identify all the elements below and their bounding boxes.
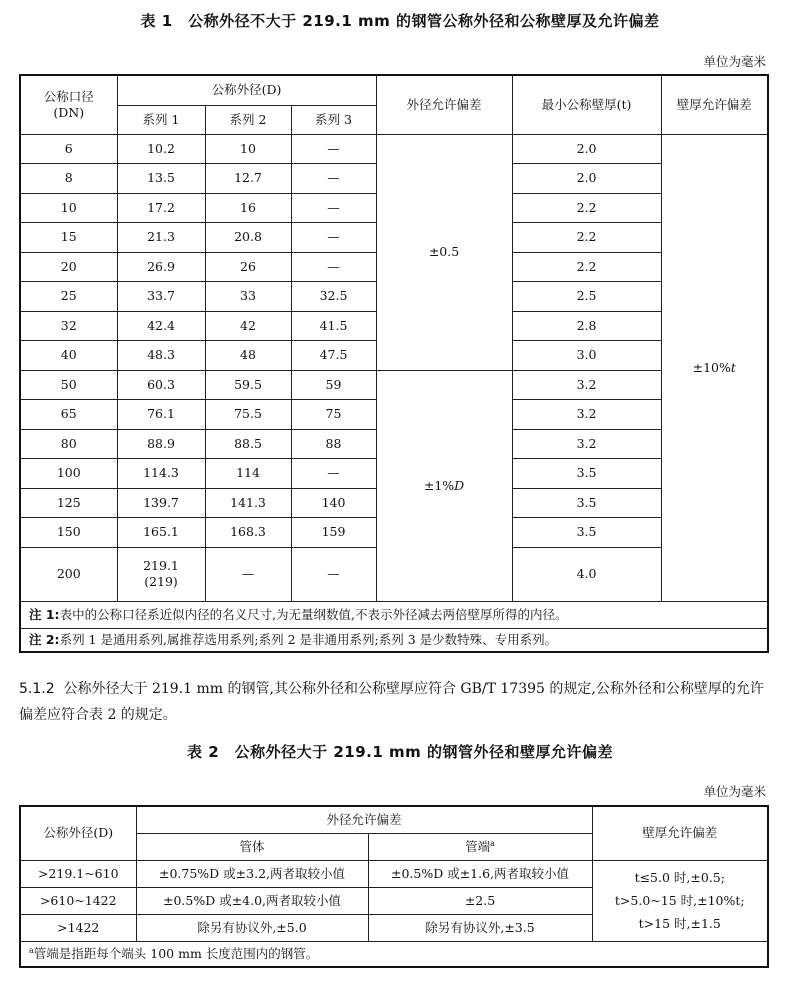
section-paragraph	[19, 676, 767, 728]
cell-dn: 50	[20, 370, 117, 400]
header-series1: 系列 1	[117, 105, 205, 134]
header-wall-tol: 壁厚允许偏差	[661, 75, 768, 134]
t2-header-od: 公称外径(D)	[20, 806, 136, 860]
cell-series1: 26.9	[117, 252, 205, 282]
cell-series2: 48	[205, 341, 291, 371]
t2-body-tol: ±0.75%D 或±3.2,两者取较小值	[136, 860, 368, 887]
cell-dn: 200	[20, 547, 117, 601]
t2-wall-tol: t≤5.0 时,±0.5; t>5.0~15 时,±10%t; t>15 时,±1.5	[592, 860, 768, 941]
cell-series2: 59.5	[205, 370, 291, 400]
t2-od: >610~1422	[20, 887, 136, 914]
t2-header-end: 管端$^a$	[368, 833, 592, 860]
cell-od-tol-upper: ±0.5	[376, 134, 512, 370]
cell-series3: 59	[291, 370, 376, 400]
cell-series1: 21.3	[117, 223, 205, 253]
table1-note1: 注 1:表中的公称口径系近似内径的名义尺寸,为无量纲数值,不表示外径减去两倍壁厚所得的内径。	[20, 601, 768, 628]
cell-min-wall: 2.8	[512, 311, 661, 341]
header-dn: 公称口径 (DN)	[20, 75, 117, 134]
cell-dn: 20	[20, 252, 117, 282]
cell-series3: —	[291, 459, 376, 489]
cell-series1: 17.2	[117, 193, 205, 223]
table1-body	[20, 134, 768, 601]
t2-body-tol: 除另有协议外,±5.0	[136, 914, 368, 941]
cell-min-wall: 2.2	[512, 193, 661, 223]
cell-series2: —	[205, 547, 291, 601]
table-row	[20, 134, 768, 164]
cell-series3: 32.5	[291, 282, 376, 312]
cell-min-wall: 3.5	[512, 488, 661, 518]
cell-series2: 141.3	[205, 488, 291, 518]
header-min-wall: 最小公称壁厚(t)	[512, 75, 661, 134]
cell-series3: 159	[291, 518, 376, 548]
section-text: 公称外径大于 219.1 mm 的钢管,其公称外径和公称壁厚应符合 GB/T 17395 的规定,公称外径和公称壁厚的允许偏差应符合表 2 的规定。	[19, 681, 764, 723]
cell-series3: —	[291, 547, 376, 601]
cell-series1: 219.1 (219)	[117, 547, 205, 601]
t2-header-body: 管体	[136, 833, 368, 860]
cell-series3: 140	[291, 488, 376, 518]
cell-dn: 15	[20, 223, 117, 253]
cell-series1: 13.5	[117, 164, 205, 194]
t2-header-wall-tol: 壁厚允许偏差	[592, 806, 768, 860]
header-od: 公称外径(D)	[117, 75, 376, 105]
cell-series2: 16	[205, 193, 291, 223]
t2-od: >219.1~610	[20, 860, 136, 887]
cell-series1: 33.7	[117, 282, 205, 312]
cell-series2: 42	[205, 311, 291, 341]
cell-min-wall: 2.0	[512, 164, 661, 194]
cell-dn: 8	[20, 164, 117, 194]
table1-unit: 单位为毫米	[703, 54, 766, 69]
cell-wall-tol: ±10%t	[661, 134, 768, 601]
t2-end-tol: ±2.5	[368, 887, 592, 914]
section-number: 5.1.2	[19, 681, 55, 697]
table1-title: 表 1 公称外径不大于 219.1 mm 的钢管公称外径和公称壁厚及允许偏差	[140, 12, 660, 30]
table2-unit: 单位为毫米	[703, 784, 766, 799]
table2-title: 表 2 公称外径大于 219.1 mm 的钢管外径和壁厚允许偏差	[186, 743, 614, 761]
t2-body-tol: ±0.5%D 或±4.0,两者取较小值	[136, 887, 368, 914]
cell-series3: 41.5	[291, 311, 376, 341]
cell-series2: 75.5	[205, 400, 291, 430]
cell-min-wall: 4.0	[512, 547, 661, 601]
header-series2: 系列 2	[205, 105, 291, 134]
cell-dn: 80	[20, 429, 117, 459]
cell-min-wall: 2.5	[512, 282, 661, 312]
cell-series1: 165.1	[117, 518, 205, 548]
cell-min-wall: 3.2	[512, 370, 661, 400]
cell-series1: 88.9	[117, 429, 205, 459]
header-od-tol: 外径允许偏差	[376, 75, 512, 134]
t2-header-od-tol: 外径允许偏差	[136, 806, 592, 833]
cell-dn: 40	[20, 341, 117, 371]
cell-series3: —	[291, 223, 376, 253]
cell-dn: 10	[20, 193, 117, 223]
cell-series3: 75	[291, 400, 376, 430]
cell-od-tol-lower: ±1%D	[376, 370, 512, 601]
cell-dn: 25	[20, 282, 117, 312]
cell-series3: —	[291, 193, 376, 223]
cell-series2: 12.7	[205, 164, 291, 194]
table2	[19, 805, 769, 968]
table1	[19, 74, 769, 653]
cell-min-wall: 3.0	[512, 341, 661, 371]
cell-series3: 47.5	[291, 341, 376, 371]
cell-series1: 114.3	[117, 459, 205, 489]
table-row	[20, 370, 768, 400]
cell-series2: 33	[205, 282, 291, 312]
cell-series3: —	[291, 134, 376, 164]
cell-min-wall: 3.2	[512, 400, 661, 430]
cell-series2: 88.5	[205, 429, 291, 459]
cell-min-wall: 3.5	[512, 459, 661, 489]
t2-end-tol: 除另有协议外,±3.5	[368, 914, 592, 941]
cell-series1: 10.2	[117, 134, 205, 164]
cell-dn: 6	[20, 134, 117, 164]
cell-series2: 20.8	[205, 223, 291, 253]
cell-series1: 42.4	[117, 311, 205, 341]
cell-series2: 10	[205, 134, 291, 164]
cell-min-wall: 2.0	[512, 134, 661, 164]
cell-series2: 26	[205, 252, 291, 282]
cell-dn: 32	[20, 311, 117, 341]
cell-dn: 100	[20, 459, 117, 489]
header-series3: 系列 3	[291, 105, 376, 134]
cell-series2: 168.3	[205, 518, 291, 548]
table2-footnote: $^a$管端是指距每个端头 100 mm 长度范围内的钢管。	[20, 941, 768, 967]
cell-dn: 150	[20, 518, 117, 548]
cell-series2: 114	[205, 459, 291, 489]
cell-series3: 88	[291, 429, 376, 459]
cell-series1: 76.1	[117, 400, 205, 430]
cell-series1: 48.3	[117, 341, 205, 371]
t2-end-tol: ±0.5%D 或±1.6,两者取较小值	[368, 860, 592, 887]
cell-min-wall: 3.5	[512, 518, 661, 548]
cell-min-wall: 3.2	[512, 429, 661, 459]
cell-series1: 139.7	[117, 488, 205, 518]
table-row	[20, 860, 768, 887]
cell-dn: 125	[20, 488, 117, 518]
cell-min-wall: 2.2	[512, 252, 661, 282]
cell-series3: —	[291, 252, 376, 282]
cell-dn: 65	[20, 400, 117, 430]
cell-min-wall: 2.2	[512, 223, 661, 253]
cell-series3: —	[291, 164, 376, 194]
table1-note2: 注 2:系列 1 是通用系列,属推荐选用系列;系列 2 是非通用系列;系列 3 是少数特殊、专用系列。	[20, 628, 768, 652]
cell-series1: 60.3	[117, 370, 205, 400]
t2-od: >1422	[20, 914, 136, 941]
